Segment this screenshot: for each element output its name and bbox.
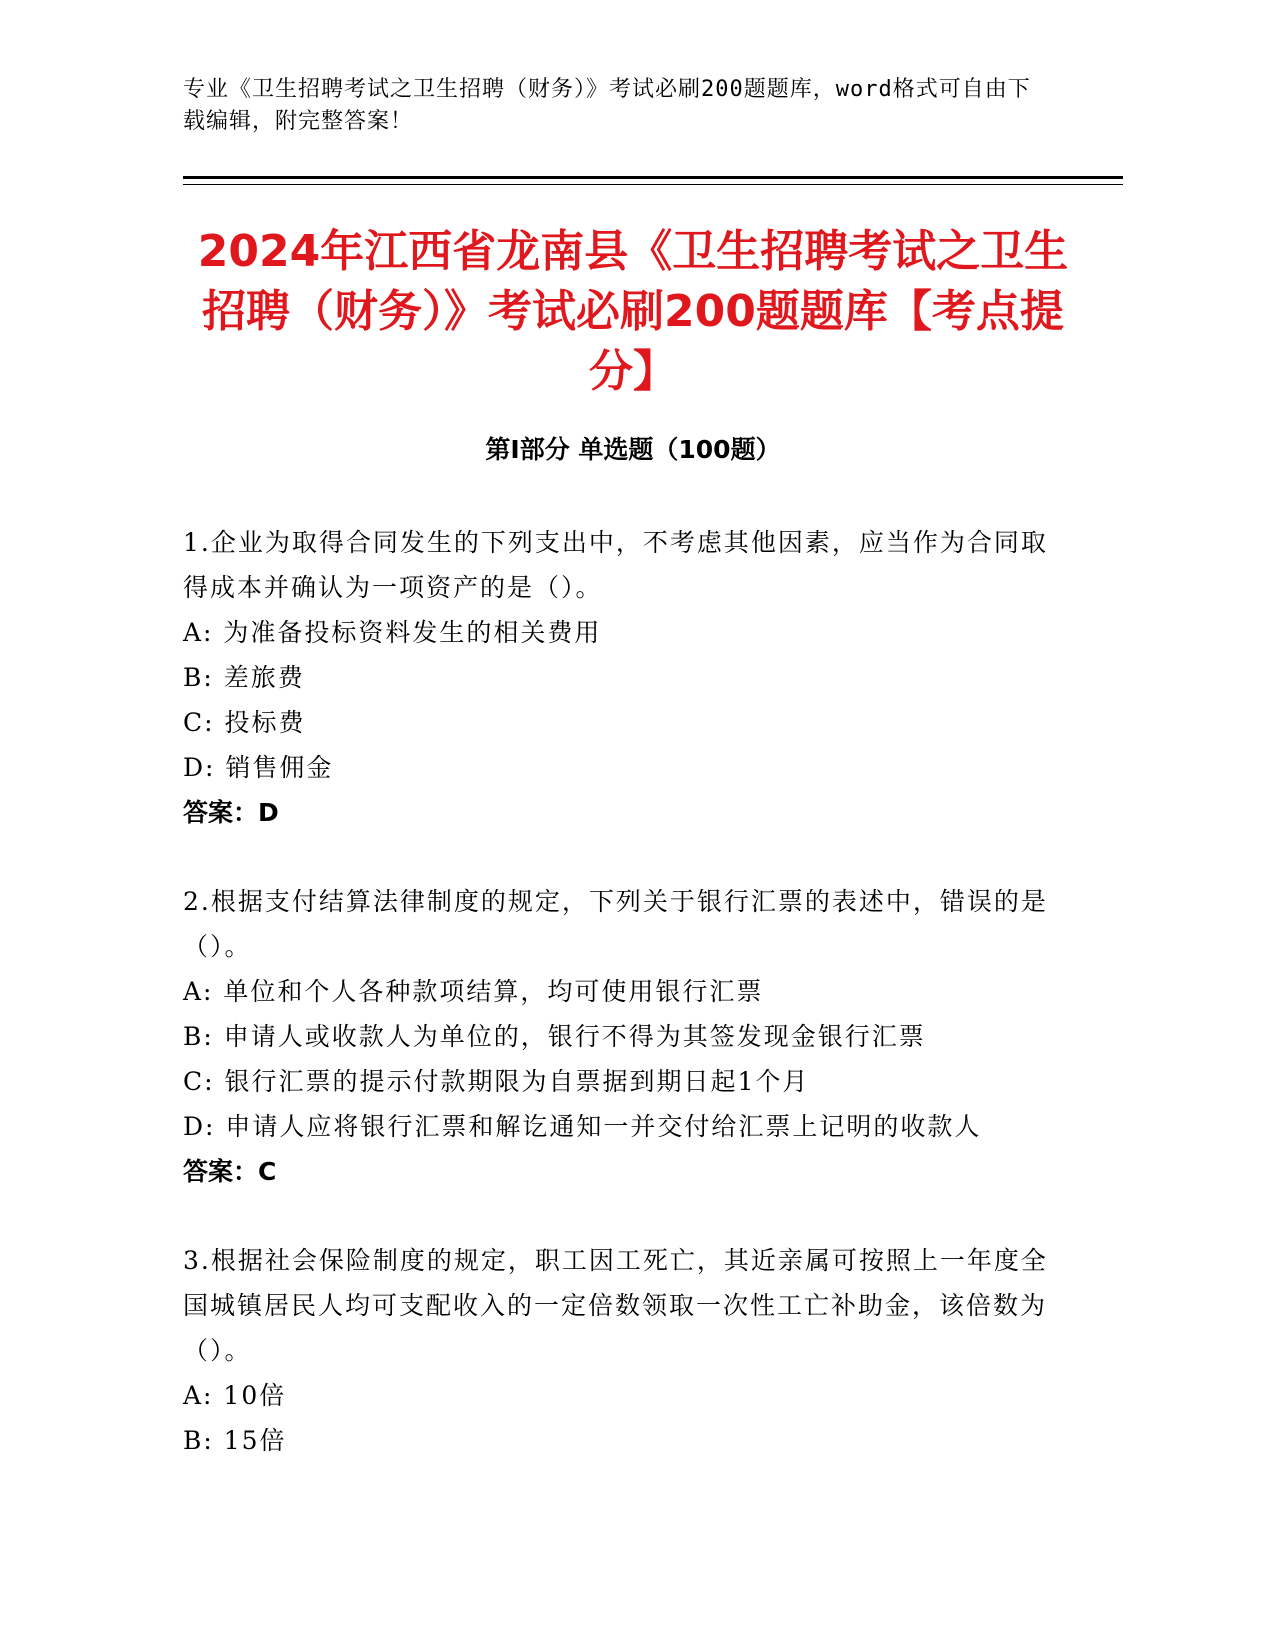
option-b: B: 15倍 [183,1426,287,1455]
document-title: 2024年江西省龙南县《卫生招聘考试之卫生招聘（财务）》考试必刷200题题库【考点提分】 [197,226,1069,397]
question-stem: 1.企业为取得合同发生的下列支出中，不考虑其他因素，应当作为合同取得成本并确认为一项资产的是（）。 [183,528,1048,602]
question-stem: 2.根据支付结算法律制度的规定，下列关于银行汇票的表述中，错误的是（）。 [183,887,1048,961]
option-b: B: 申请人或收款人为单位的，银行不得为其签发现金银行汇票 [183,1022,926,1051]
question-2 [183,879,1053,1194]
section-heading: 第I部分 单选题（100题） [485,435,781,464]
option-d: D: 销售佣金 [183,753,334,782]
option-c: C: 投标费 [183,708,306,737]
header-rule-thick [183,176,1123,179]
question-1 [183,520,1053,835]
option-a: A: 10倍 [183,1381,287,1410]
header-rule-thin [183,184,1123,185]
option-d: D: 申请人应将银行汇票和解讫通知一并交付给汇票上记明的收款人 [183,1112,982,1141]
answer: 答案：C [183,1157,277,1186]
header-note: 专业《卫生招聘考试之卫生招聘（财务）》考试必刷200题题库，word格式可自由下载编辑，附完整答案！ [183,77,1031,134]
question-3 [183,1238,1053,1463]
option-a: A: 为准备投标资料发生的相关费用 [183,618,602,647]
question-list [183,520,1053,1507]
option-b: B: 差旅费 [183,663,305,692]
option-a: A: 单位和个人各种款项结算，均可使用银行汇票 [183,977,764,1006]
option-c: C: 银行汇票的提示付款期限为自票据到期日起1个月 [183,1067,810,1096]
question-stem: 3.根据社会保险制度的规定，职工因工死亡，其近亲属可按照上一年度全国城镇居民人均可支配收入的一定倍数领取一次性工亡补助金，该倍数为（）。 [183,1246,1048,1365]
answer: 答案：D [183,798,279,827]
